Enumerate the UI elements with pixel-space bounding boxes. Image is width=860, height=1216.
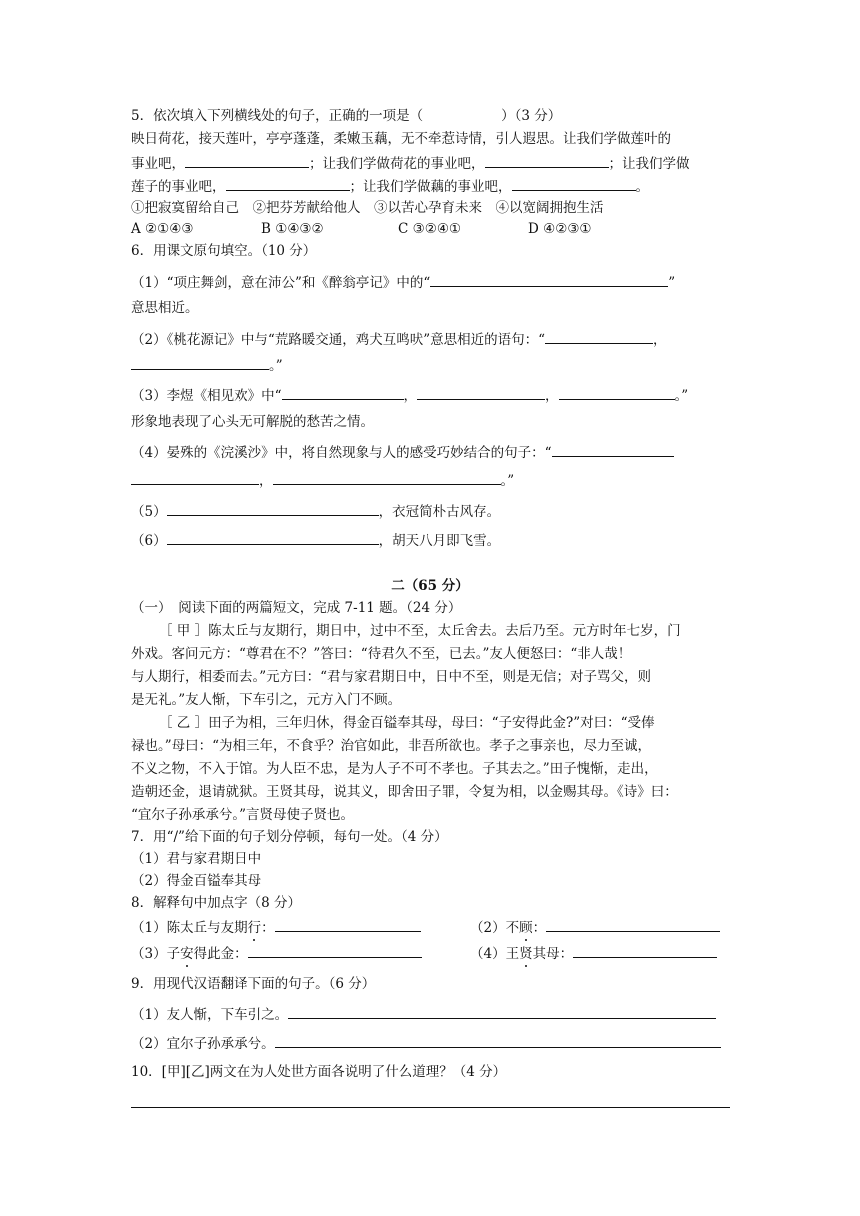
- passage-yi-line: ［ 乙 ］田子为相，三年归休，得金百镒奉其母，母曰：“子安得此金?”对曰：“受俸: [159, 715, 655, 731]
- choice-c[interactable]: C ③②④①: [398, 221, 462, 237]
- emphasis-char: 安: [180, 946, 194, 962]
- answer-blank[interactable]: [573, 943, 717, 958]
- q7-item: （1）君与家君期日中: [131, 851, 262, 867]
- choice-a[interactable]: A ②①④③: [131, 221, 194, 237]
- answer-blank[interactable]: [275, 917, 421, 932]
- passage-yi-line: 造朝还金，退请就狱。王贤其母，说其义，即舍田子罪，令复为相，以金赐其母。《诗》曰：: [131, 784, 678, 800]
- passage-jia-line: 是无礼。”友人惭，下车引之，元方入门不顾。: [131, 692, 402, 708]
- answer-blank[interactable]: [167, 530, 379, 545]
- answer-blank[interactable]: [273, 470, 501, 485]
- q6-p4: （4）晏殊的《浣溪沙》中，将自然现象与人的感受巧妙结合的句子：“: [131, 442, 674, 463]
- answer-blank[interactable]: [430, 272, 668, 287]
- answer-blank[interactable]: [167, 501, 379, 516]
- answer-blank[interactable]: [559, 385, 675, 400]
- q5-line3: 莲子的事业吧， ；让我们学做藕的事业吧， 。: [131, 176, 649, 197]
- q5-choices: [131, 219, 592, 239]
- q9-stem: 9．用现代汉语翻译下面的句子。（6 分）: [131, 976, 376, 992]
- q6-p3-cont: 形象地表现了心头无可解脱的愁苦之情。: [131, 414, 374, 430]
- answer-blank[interactable]: [131, 470, 259, 485]
- q10-stem: 10．[甲][乙]两文在为人处世方面各说明了什么道理？（4 分）: [131, 1064, 507, 1080]
- answer-blank[interactable]: [226, 176, 350, 191]
- q10-answer-line[interactable]: [131, 1107, 730, 1108]
- q5-line2: 事业吧， ；让我们学做荷花的事业吧， ；让我们学做: [131, 153, 690, 174]
- q5-stem: 5．依次填入下列横线处的句子，正确的一项是（ ）（3 分）: [131, 108, 562, 124]
- q7-item: （2）得金百镒奉其母: [131, 873, 262, 889]
- q6-p2: （2）《桃花源记》中与“荒路暖交通，鸡犬互鸣吠”意思相近的语句：“ ，: [131, 329, 667, 350]
- answer-blank[interactable]: [552, 442, 674, 457]
- passage-jia-line: 外戏。客问元方：“尊君在不？”答曰：“待君久不至，已去。”友人便怒曰：“非人哉！: [131, 646, 632, 662]
- q5-options: ①把寂寞留给自己 ②把芬芳献给他人 ③以苦心孕育未来 ④以宽阔拥抱生活: [131, 200, 604, 216]
- q7-stem: 7．用“/”给下面的句子划分停顿，每句一处。（4 分）: [131, 829, 448, 845]
- q6-p2-cont: 。”: [131, 355, 283, 376]
- q9-item-2: （2）宜尔子孙承承兮。: [131, 1033, 721, 1054]
- passage-yi-line: 不义之物，不入于馆。为人臣不忠，是为人子不可不孝也。子其去之。”田子愧惭，走出，: [131, 761, 658, 777]
- q6-p1-cont: 意思相近。: [131, 300, 199, 316]
- answer-blank[interactable]: [288, 1004, 716, 1019]
- q6-p5: （5） ，衣冠简朴古风存。: [131, 501, 500, 522]
- q8-item-2: （2）不顾：: [470, 917, 720, 938]
- answer-blank[interactable]: [417, 385, 545, 400]
- answer-blank[interactable]: [185, 153, 309, 168]
- q6-stem: 6．用课文原句填空。（10 分）: [131, 243, 317, 259]
- q8-stem: 8．解释句中加点字（8 分）: [131, 895, 301, 911]
- reading-intro: （一） 阅读下面的两篇短文，完成 7-11 题。（24 分）: [131, 600, 462, 616]
- answer-blank[interactable]: [275, 1033, 721, 1048]
- passage-yi-line: “宜尔子孙承承兮。”言贤母使子贤也。: [131, 807, 355, 823]
- answer-blank[interactable]: [512, 176, 636, 191]
- q8-item-4: （4）王贤其母：: [470, 943, 717, 964]
- passage-jia-line: 与人期行，相委而去。”元方曰：“君与家君期日中，日中不至，则是无信；对子骂父，则: [131, 669, 652, 685]
- choice-d[interactable]: D ④②③①: [528, 221, 592, 237]
- q6-p6: （6） ，胡天八月即飞雪。: [131, 530, 500, 551]
- emphasis-char: 行: [247, 920, 262, 936]
- q9-item-1: （1）友人惭，下车引之。: [131, 1004, 716, 1025]
- emphasis-char: 贤: [519, 946, 533, 962]
- answer-blank[interactable]: [485, 153, 609, 168]
- q6-p1: （1）“项庄舞剑，意在沛公”和《醉翁亭记》中的“ ”: [131, 272, 675, 293]
- answer-blank[interactable]: [248, 943, 422, 958]
- q6-p3: （3）李煜《相见欢》中“ ， ， 。”: [131, 385, 688, 406]
- emphasis-char: 顾: [519, 920, 533, 936]
- choice-b[interactable]: B ①④③②: [261, 221, 324, 237]
- passage-yi-line: 禄也。”母曰：“为相三年，不食乎？治官如此，非吾所欲也。孝子之事亲也，尽力至诚，: [131, 738, 652, 754]
- q8-item-3: （3）子安得此金：: [131, 943, 422, 964]
- q8-item-1: （1）陈太丘与友期行：: [131, 917, 421, 938]
- q6-p4-cont: ， 。”: [131, 470, 514, 491]
- section-heading: 二（65 分）: [391, 578, 469, 594]
- q5-line1: 映日荷花，接天莲叶，亭亭蓬蓬，柔嫩玉藕，无不牵惹诗情，引人遐思。让我们学做莲叶的: [131, 131, 671, 147]
- answer-blank[interactable]: [131, 355, 269, 370]
- answer-blank[interactable]: [282, 385, 404, 400]
- answer-blank[interactable]: [545, 329, 653, 344]
- passage-jia-line: ［ 甲 ］陈太丘与友期行，期日中，过中不至，太丘舍去。去后乃至。元方时年七岁，门: [159, 623, 681, 639]
- answer-blank[interactable]: [546, 917, 720, 932]
